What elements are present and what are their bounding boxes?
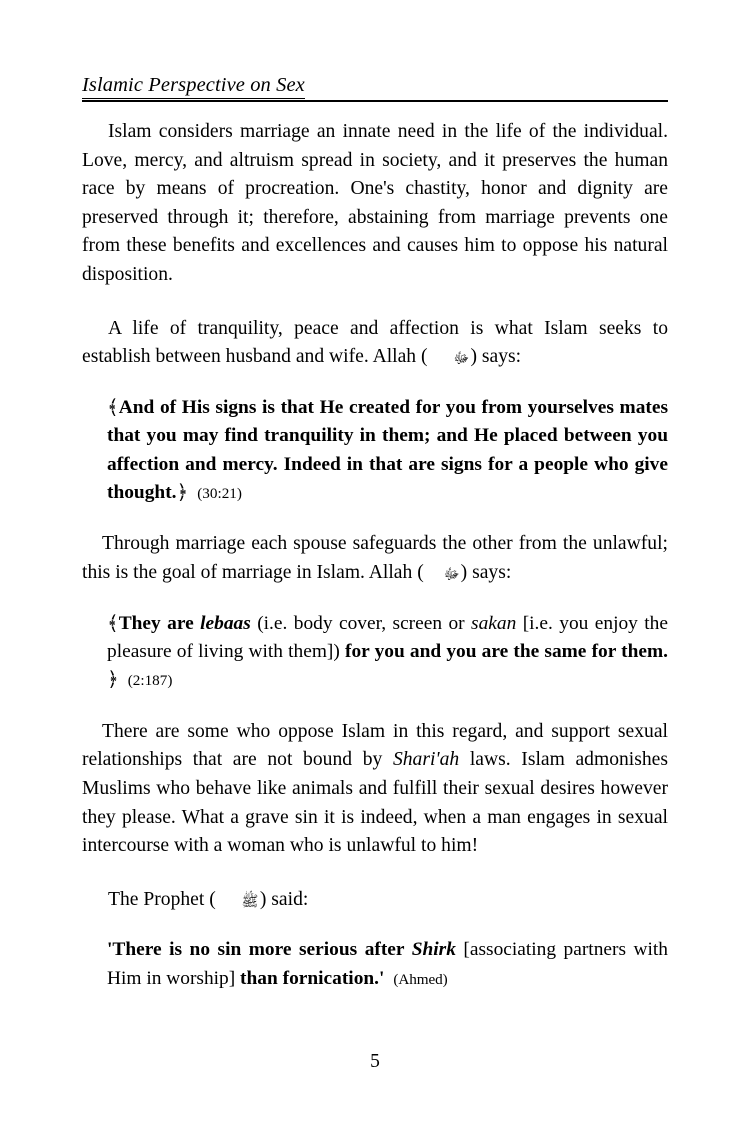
running-header: [82, 74, 668, 102]
paragraph-text-segment-2: laws. Islam admonishes Muslims who behave like animals and fulfill their sexual desires however they please. What a grave sin it is indeed, when a man engages in sexual intercourse with a woman who is unlawful to him!: [82, 749, 668, 857]
header-title: Islamic Perspective on Sex: [82, 74, 305, 99]
paragraph-spacer: [82, 290, 668, 315]
quote-bold-segment-1: 'There is no sin more serious after: [107, 939, 412, 961]
quote-spacer-top: [82, 372, 668, 394]
jalla-jalaluhu-honorific-icon: ﷻ: [453, 351, 469, 368]
header-divider-rule: [82, 100, 668, 102]
paragraph-opposition-to-islam: [82, 718, 668, 861]
quote-spacer-top: [82, 914, 668, 936]
quote-gloss-segment-1: [associating partners with Him in worship]: [107, 939, 668, 989]
citation-hadith-ahmed: (Ahmed): [393, 970, 448, 988]
paragraph-through-marriage: [82, 530, 668, 587]
sallallahu-alayhi-wasallam-honorific-icon: ﷺ: [241, 893, 259, 910]
ornate-close-bracket-icon: ﴿: [107, 667, 119, 692]
quote-bold-segment-2: for you and you are the same for them.: [345, 640, 669, 662]
ornate-open-bracket-icon: ﴾: [107, 394, 119, 419]
ornate-open-bracket-icon: ﴾: [107, 610, 119, 635]
paragraph-text-before-honorific: A life of tranquility, peace and affection is what Islam seeks to establish between husband and wife. Allah (: [82, 317, 668, 368]
paragraph-the-prophet-said: [82, 886, 668, 915]
paragraph-marriage-innate-need: Islam considers marriage an innate need in the life of the individual. Love, mercy, and altruism spread in society, and it preserves the human race by means of procreation. One's chastity, honor and dignity are preserved through it; therefore, abstaining from marriage prevents one from these benefits and excellences and causes him to oppose his natural disposition.: [82, 121, 668, 285]
citation-quran-2-187: (2:187): [127, 672, 173, 690]
paragraph-text-segment-1: There are some who oppose Islam in this regard, and support sexual relationships that are not bound by: [82, 720, 668, 771]
quote-term-shirk: Shirk: [411, 939, 456, 961]
quote-bold-segment-2: than fornication.': [240, 967, 385, 989]
quote-spacer-bottom: [82, 508, 668, 530]
paragraph-text-before-honorific: Through marriage each spouse safeguards the other from the unlawful; this is the goal of marriage in Islam. Allah (: [82, 533, 668, 583]
quote-block-quran-30-21: [107, 394, 668, 509]
paragraph-text-after-honorific: ) said:: [259, 888, 309, 910]
paragraph-life-of-tranquility: [82, 315, 668, 372]
body-text-column: [82, 118, 668, 994]
ornate-close-bracket-icon: ﴿: [176, 479, 189, 504]
quote-gloss-segment-2: [i.e. you enjoy the pleasure of living with them]): [107, 612, 668, 662]
term-shariah: Shari'ah: [392, 749, 460, 771]
quote-spacer-bottom: [82, 696, 668, 718]
quote-block-quran-2-187: [107, 610, 668, 696]
quote-text-quran-30-21: And of His signs is that He created for you from yourselves mates that you may find tranquility in them; and He placed between you affection and mercy. Indeed in that are signs for a people who give thought.: [107, 396, 668, 503]
paragraph-text-after-honorific: ) says:: [460, 561, 512, 583]
quote-term-lebaas: lebaas: [200, 612, 251, 634]
paragraph-text-before-honorific: The Prophet (: [108, 888, 216, 910]
quote-gloss-segment-1: (i.e. body cover, screen or: [250, 612, 472, 634]
citation-quran-30-21: (30:21): [197, 484, 242, 502]
quote-spacer-top: [82, 588, 668, 610]
page-number: 5: [370, 1051, 380, 1072]
jalla-jalaluhu-honorific-icon: ﷻ: [443, 566, 460, 583]
quote-bold-segment-1: They are: [118, 612, 201, 634]
paragraph-spacer: [82, 861, 668, 886]
quote-term-sakan: sakan: [471, 612, 517, 634]
paragraph-text-after-honorific: ) says:: [470, 346, 522, 368]
quote-block-hadith-ahmed: [107, 936, 668, 994]
